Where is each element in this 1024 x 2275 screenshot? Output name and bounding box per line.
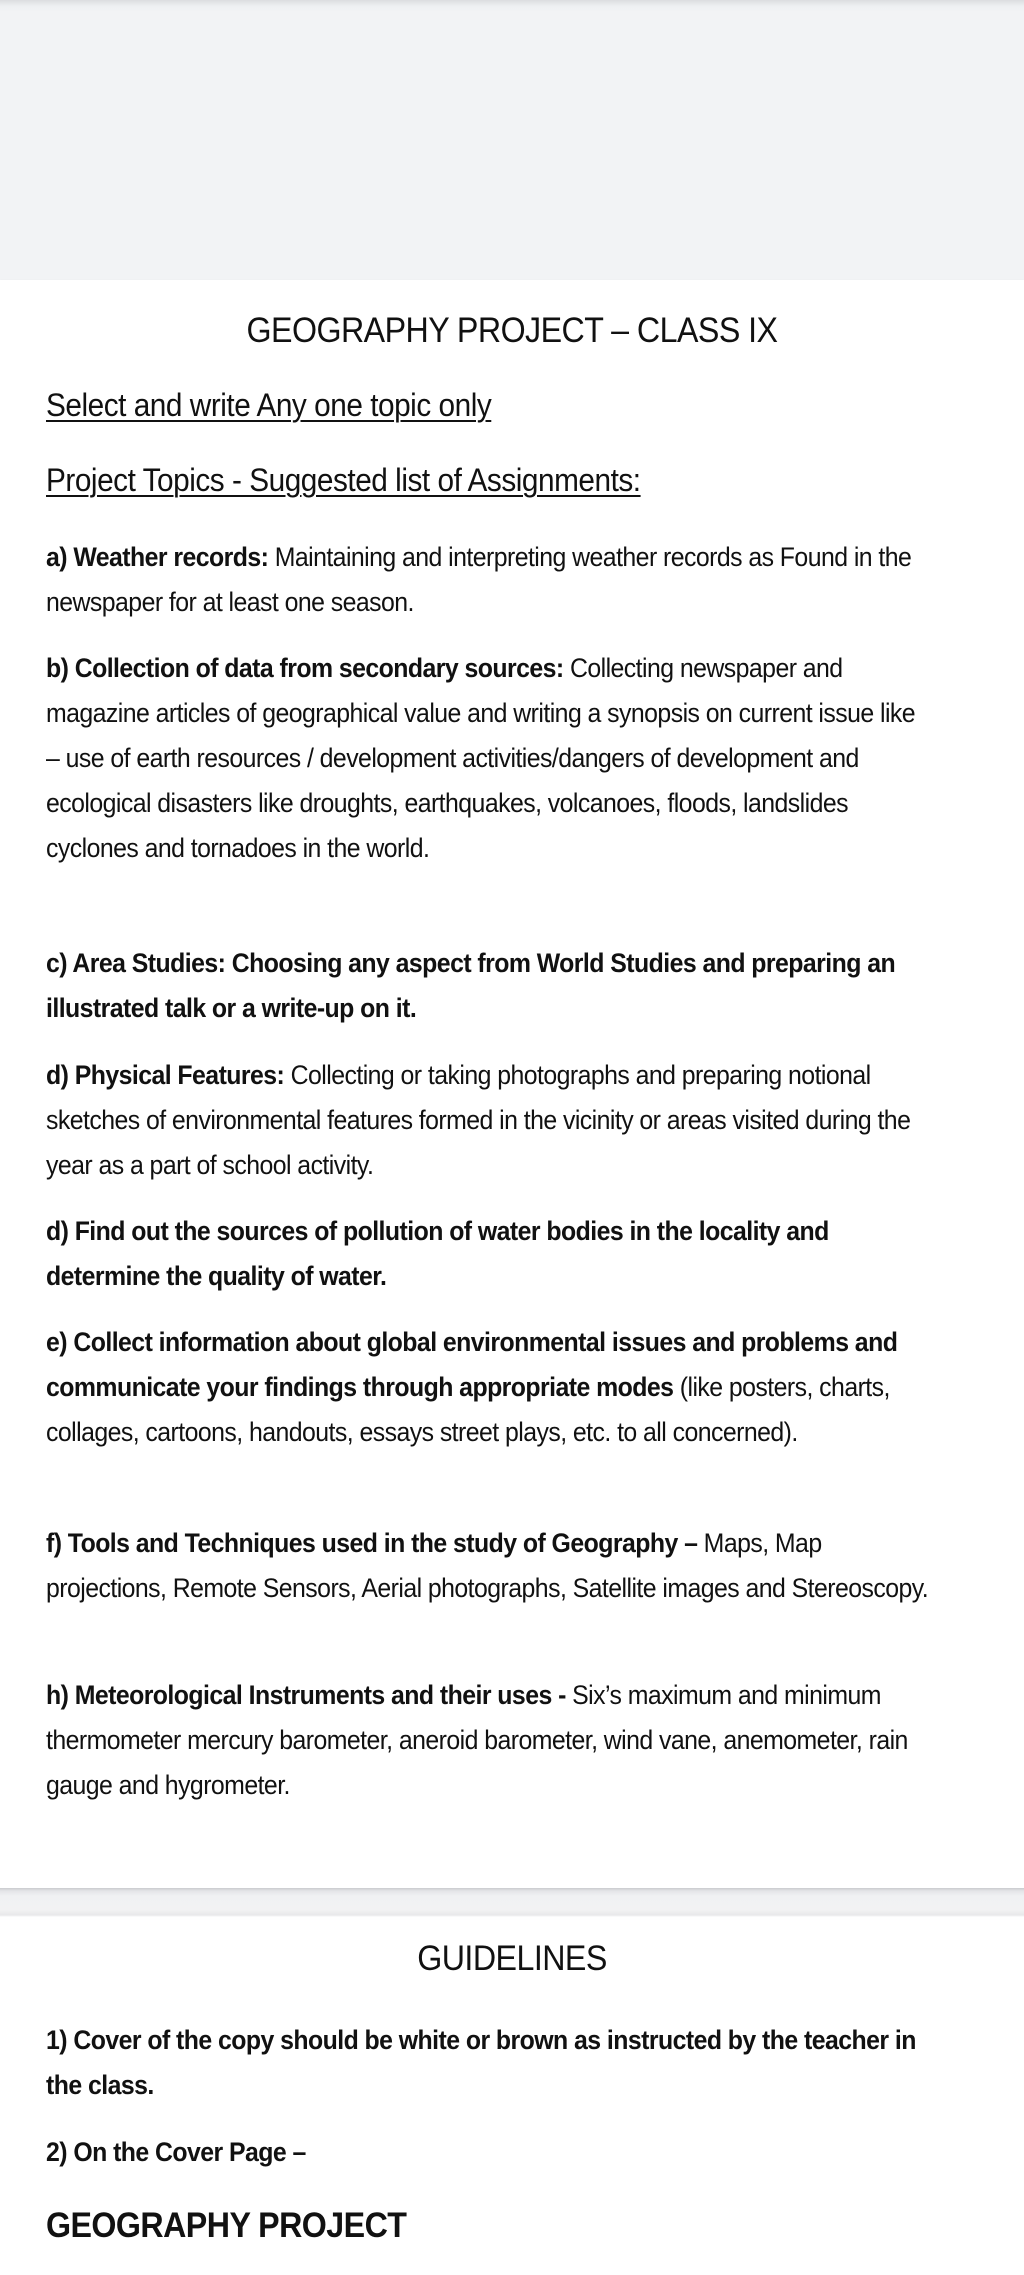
topic-item-b xyxy=(46,646,929,871)
page-separator xyxy=(0,1888,1024,1917)
viewer-background-top xyxy=(0,0,1024,280)
page-title: GEOGRAPHY PROJECT – CLASS IX xyxy=(246,311,778,350)
guideline-label: 1) Cover of the copy should be white or brown as instructed by the teacher in the class. xyxy=(46,2025,916,2100)
topic-label: d) Physical Features: xyxy=(46,1060,285,1090)
topic-item-d-physical xyxy=(46,1053,929,1188)
document-page-1 xyxy=(0,280,1024,1888)
topic-item-d-pollution xyxy=(46,1209,929,1299)
topic-label: c) Area Studies: Choosing any aspect from World Studies and preparing an illustrated talk or a write-up on it. xyxy=(46,948,896,1023)
topic-label: f) Tools and Techniques used in the study of Geography – xyxy=(46,1528,698,1558)
topic-item-e xyxy=(46,1320,929,1455)
instruction-heading: Select and write Any one topic only xyxy=(46,387,492,423)
cover-page-title: GEOGRAPHY PROJECT xyxy=(46,2206,407,2245)
topic-label: a) Weather records: xyxy=(46,542,269,572)
topic-item-c xyxy=(46,941,929,1031)
topic-item-f xyxy=(46,1521,929,1611)
guideline-item-2 xyxy=(46,2130,929,2175)
topics-list-heading: Project Topics - Suggested list of Assignments: xyxy=(46,462,641,498)
topic-text: Maps, Map projections, Remote Sensors, Aerial photographs, Satellite images and Stereoscopy. xyxy=(46,1528,929,1603)
topic-text: Collecting newspaper and magazine articles of geographical value and writing a synopsis on current issue like – use of earth resources / development activities/dangers of development and ecological disasters like droughts, earthquakes, volcanoes, floods, landslides cyclones and tornadoes in the world. xyxy=(46,653,916,863)
topic-text: Six’s maximum and minimum thermometer mercury barometer, aneroid barometer, wind vane, anemometer, rain gauge and hygrometer. xyxy=(46,1680,908,1800)
document-page-2 xyxy=(0,1917,1024,2275)
topic-text: Collecting or taking photographs and preparing notional sketches of environmental features formed in the vicinity or areas visited during the year as a part of school activity. xyxy=(46,1060,911,1180)
guideline-label: 2) On the Cover Page – xyxy=(46,2137,306,2167)
topic-text: (like posters, charts, collages, cartoons, handouts, essays street plays, etc. to all concerned). xyxy=(46,1372,890,1447)
topic-label: d) Find out the sources of pollution of water bodies in the locality and determine the quality of water. xyxy=(46,1216,829,1291)
guideline-item-1 xyxy=(46,2018,929,2108)
topic-item-a xyxy=(46,535,929,625)
topic-item-h xyxy=(46,1673,929,1808)
guidelines-title: GUIDELINES xyxy=(417,1939,607,1978)
topic-label: e) Collect information about global environmental issues and problems and communicate your findings through appropriate modes xyxy=(46,1327,898,1402)
topic-label: b) Collection of data from secondary sources: xyxy=(46,653,564,683)
topic-label: h) Meteorological Instruments and their uses - xyxy=(46,1680,566,1710)
topic-text: Maintaining and interpreting weather records as Found in the newspaper for at least one season. xyxy=(46,542,912,617)
